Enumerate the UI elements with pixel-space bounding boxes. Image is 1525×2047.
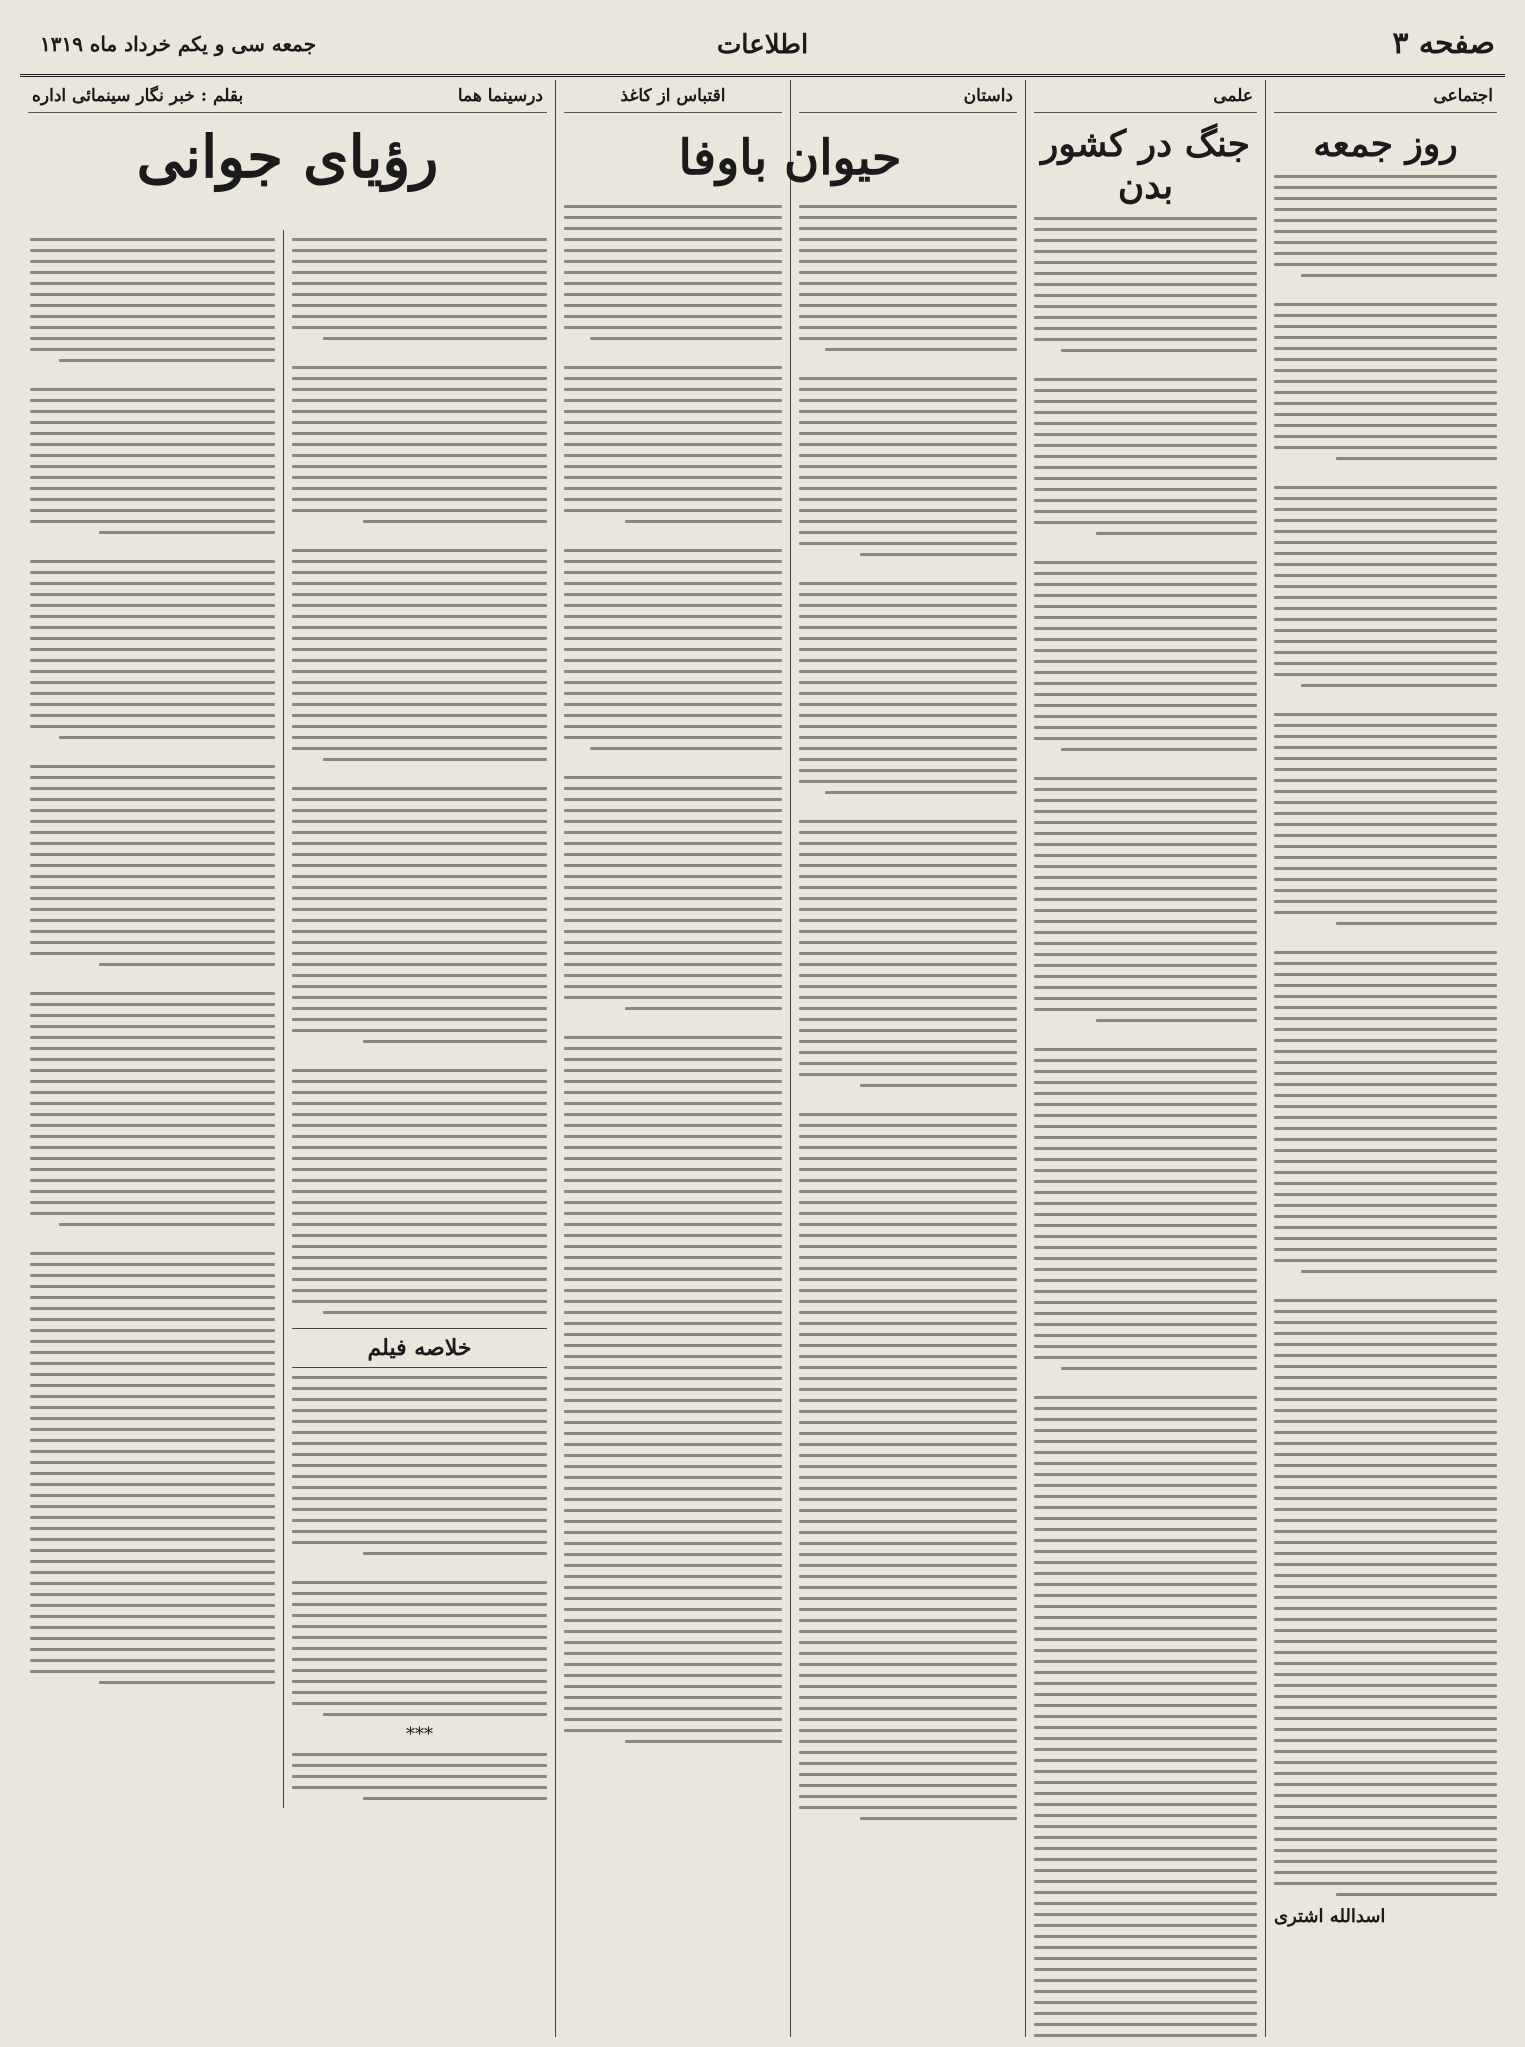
cinema-column-right [283,230,547,1808]
story-body-part2 [564,205,782,1743]
page-number: صفحه ۳ [1392,26,1495,61]
date-line: جمعه سی و یکم خرداد ماه ۱۳۱۹ [40,32,317,56]
cinema-section [20,80,555,2037]
story-headline: حیوان باوفا [678,130,902,186]
science-article-body [1034,217,1257,2037]
columns-area [20,80,1505,2037]
story-body-part1 [799,205,1017,1820]
paper-name: اطلاعات [716,30,809,60]
story-section-label: داستان [799,80,1017,113]
section-ornament: *** [406,1724,433,1745]
cinema-headline: رؤیای جوانی [136,123,439,191]
social-headline: روز جمعه [1313,123,1458,165]
cinema-section-label: درسینما هما [457,86,543,106]
social-author: اسدالله اشتری [1274,1906,1386,1927]
social-section-label: اجتماعی [1274,80,1497,113]
social-column [1265,80,1505,2037]
cinema-subsection-title: خلاصه فیلم [292,1328,547,1368]
social-article-body [1274,175,1497,1896]
story-column-left [555,80,790,2037]
cinema-label-row [28,80,547,113]
cinema-byline: بقلم : خبر نگار سینمائی اداره [32,86,244,106]
science-section-label: علمی [1034,80,1257,113]
story-column-right [790,80,1025,2037]
masthead [20,12,1505,77]
science-column [1025,80,1265,2037]
science-headline: جنگ در کشور بدن [1040,123,1251,207]
cinema-column-left [30,230,275,1692]
story-adapted-label: اقتباس از کاغذ [564,80,782,113]
